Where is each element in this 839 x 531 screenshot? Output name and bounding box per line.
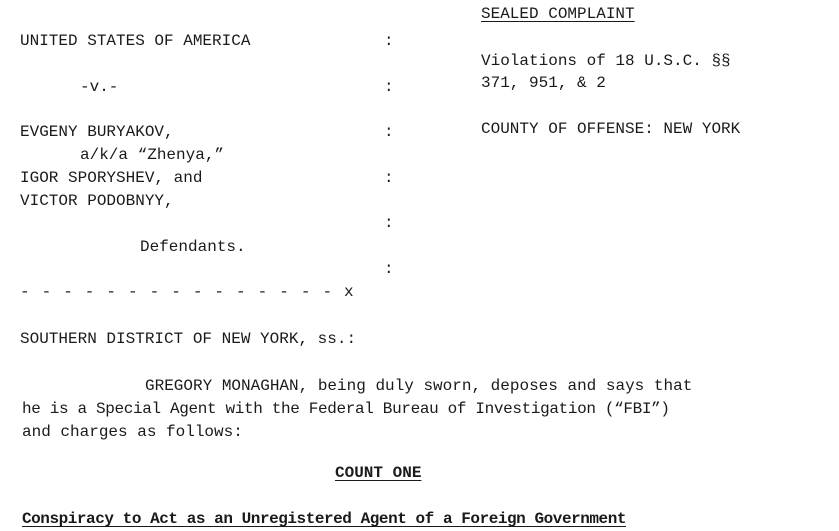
paragraph-line: he is a Special Agent with the Federal Bureau of Investigation (“FBI”) bbox=[22, 400, 670, 418]
paragraph-line: GREGORY MONAGHAN, being duly sworn, deposes and says that bbox=[145, 377, 693, 395]
violations-line: 371, 951, & 2 bbox=[481, 74, 606, 92]
defendant-alias: a/k/a “Zhenya,” bbox=[80, 146, 225, 164]
venue-line: SOUTHERN DISTRICT OF NEW YORK, ss.: bbox=[20, 330, 357, 348]
caption-colon: : bbox=[384, 260, 394, 278]
defendant-name: IGOR SPORYSHEV, and bbox=[20, 169, 203, 187]
caption-divider: - - - - - - - - - - - - - - - x bbox=[20, 283, 355, 301]
caption-colon: : bbox=[384, 32, 394, 50]
count-title: Conspiracy to Act as an Unregistered Agent of a Foreign Government bbox=[22, 510, 627, 528]
plaintiff-name: UNITED STATES OF AMERICA bbox=[20, 32, 251, 50]
caption-colon: : bbox=[384, 78, 394, 96]
paragraph-line: and charges as follows: bbox=[22, 423, 243, 441]
county-of-offense: COUNTY OF OFFENSE: NEW YORK bbox=[481, 120, 741, 138]
caption-colon: : bbox=[384, 169, 394, 187]
violations-line: Violations of 18 U.S.C. §§ bbox=[481, 52, 731, 70]
caption-colon: : bbox=[384, 214, 394, 232]
defendant-name: VICTOR PODOBNYY, bbox=[20, 192, 174, 210]
defendants-label: Defendants. bbox=[140, 238, 246, 256]
defendant-name: EVGENY BURYAKOV, bbox=[20, 123, 174, 141]
versus-label: -v.- bbox=[80, 78, 119, 96]
sealed-complaint-title: SEALED COMPLAINT bbox=[481, 5, 635, 23]
count-heading: COUNT ONE bbox=[335, 464, 422, 482]
caption-colon: : bbox=[384, 123, 394, 141]
